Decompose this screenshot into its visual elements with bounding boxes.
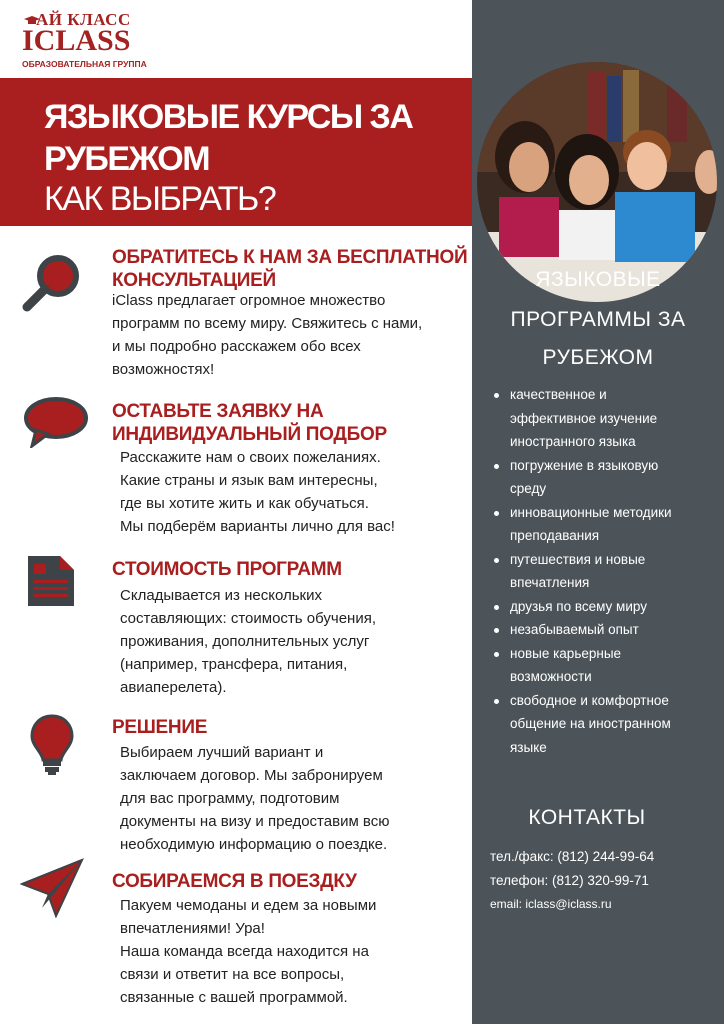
contact-fax[interactable]: тел./факс: (812) 244-99-64 [490,849,655,864]
step4-body: Выбираем лучший вариант и заключаем договор. Мы забронируем для вас программу, подготовим документы на визу и предоставим всю необходимую информацию о поездке. [120,744,390,853]
list-item: незабываемый опыт [492,618,702,642]
step5-body: Пакуем чемоданы и едем за новыми впечатлениями! Ура! Наша команда всегда находится на связи и ответит на все вопросы, связанные с вашей программой. [120,897,377,1006]
banner-line2: РУБЕЖОМ [44,140,210,178]
logo-tagline: ОБРАЗОВАТЕЛЬНАЯ ГРУППА [22,59,147,69]
list-item: качественное и эффективное изучение иностранного языка [492,383,702,454]
students-photo [477,62,717,302]
step3-title: СТОИМОСТЬ ПРОГРАММ [112,559,342,580]
banner-line3: КАК ВЫБРАТЬ? [44,180,276,218]
document-icon [26,554,76,608]
sidebar-title-line3: РУБЕЖОМ [542,346,654,369]
logo-line1: АЙ КЛАСС [36,10,131,29]
magnifier-icon [20,252,84,312]
step1-body: iClass предлагает огромное множество программ по всему миру. Свяжитесь с нами, и мы подробно расскажем обо всех возможностях! [112,292,423,378]
title-banner [0,78,472,226]
iclass-logo [22,8,147,69]
lightbulb-icon [30,714,74,776]
paper-plane-icon [20,858,84,918]
list-item: путешествия и новые впечатления [492,548,702,595]
step4-title: РЕШЕНИЕ [112,717,208,738]
list-item: свободное и комфортное общение на иностранном языке [492,689,702,760]
speech-bubble-icon [22,396,88,448]
step2-title: ОСТАВЬТЕ ЗАЯВКУ НА ИНДИВИДУАЛЬНЫЙ ПОДБОР [112,401,387,445]
contact-email[interactable]: email: iclass@iclass.ru [490,897,612,911]
list-item: инновационные методики преподавания [492,501,702,548]
step2-body: Расскажите нам о своих пожеланиях. Какие страны и язык вам интересны, где вы хотите жить и как обучаться. Мы подберём варианты лично для вас! [120,449,395,535]
list-item: новые карьерные возможности [492,642,702,689]
list-item: друзья по всему миру [492,595,702,619]
contact-phone[interactable]: телефон: (812) 320-99-71 [490,873,649,888]
benefits-list [492,383,702,759]
banner-line1: ЯЗЫКОВЫЕ КУРСЫ ЗА [44,98,413,136]
step1-title: ОБРАТИТЕСЬ К НАМ ЗА БЕСПЛАТНОЙ КОНСУЛЬТАЦИЕЙ [112,247,468,291]
contacts-title: КОНТАКТЫ [528,806,646,829]
list-item: погружение в языковую среду [492,454,702,501]
sidebar-title-line1: ЯЗЫКОВЫЕ [535,268,661,291]
sidebar-title-line2: ПРОГРАММЫ ЗА [510,308,686,331]
step3-body: Складывается из нескольких составляющих: стоимость обучения, проживания, дополнительных услуг (например, трансфера, питания, авиаперелета). [120,587,377,696]
step5-title: СОБИРАЕМСЯ В ПОЕЗДКУ [112,871,357,892]
logo-line2: ICLASS [22,24,131,57]
